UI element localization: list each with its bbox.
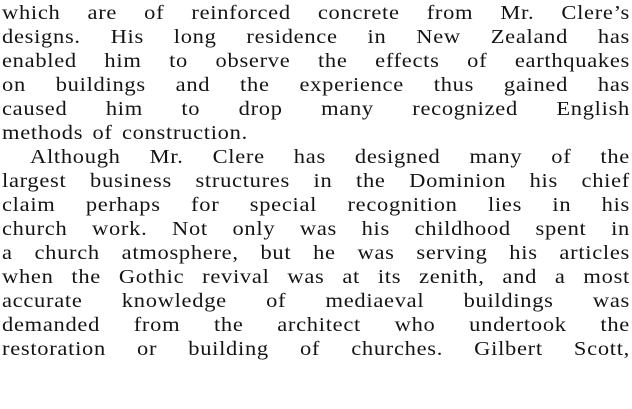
text-line: Although Mr. Clere has designed many of the	[30, 145, 630, 168]
text-line: on buildings and the experience thus gained has	[2, 73, 630, 96]
text-line: which are of reinforced concrete from Mr. Clere’s	[2, 1, 630, 24]
text-line: accurate knowledge of mediaeval buildings was	[2, 289, 630, 312]
text-line: restoration or building of churches. Gilbert Scott,	[2, 337, 630, 360]
text-line: when the Gothic revival was at its zenith, and a most	[2, 265, 630, 288]
text-line: church work. Not only was his childhood spent in	[2, 217, 630, 240]
text-line: a church atmosphere, but he was serving his articles	[2, 241, 630, 264]
text-line: claim perhaps for special recognition lies in his	[2, 193, 630, 216]
text-line: demanded from the architect who undertook the	[2, 313, 630, 336]
text-line: methods of construction.	[2, 121, 248, 144]
text-line: largest business structures in the Dominion his chief	[2, 169, 630, 192]
text-line: caused him to drop many recognized English	[2, 97, 630, 120]
text-line: enabled him to observe the effects of earthquakes	[2, 49, 630, 72]
text-line: designs. His long residence in New Zealand has	[2, 25, 630, 48]
